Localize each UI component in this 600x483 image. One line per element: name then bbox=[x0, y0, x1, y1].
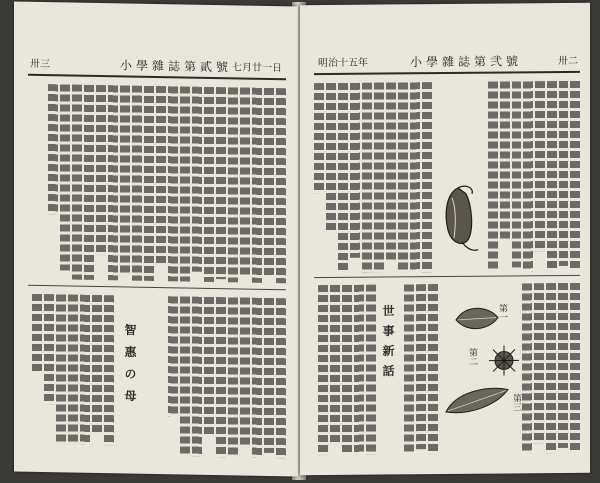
figure-label-2: 第二 bbox=[467, 347, 477, 366]
right-upper-text bbox=[488, 81, 580, 272]
left-lower-text bbox=[142, 296, 286, 459]
right-lower-text bbox=[514, 283, 580, 454]
left-running-header bbox=[28, 52, 286, 81]
right-lower-middle-text bbox=[398, 284, 438, 454]
pitcher-plant-illustration bbox=[432, 184, 486, 254]
right-running-header bbox=[314, 49, 580, 75]
right-divider bbox=[314, 275, 580, 278]
left-issue-date: 七月廿一日 bbox=[232, 62, 282, 75]
leaf-illustration-2 bbox=[442, 383, 512, 418]
left-section-heading: 智惠の母 bbox=[123, 323, 137, 412]
left-lower-left-text bbox=[30, 294, 114, 445]
left-page bbox=[14, 2, 298, 477]
left-divider bbox=[28, 285, 286, 291]
right-page bbox=[300, 3, 590, 476]
right-journal-title: 小學雜誌第弐號 bbox=[410, 54, 523, 70]
right-lower-left-text bbox=[314, 285, 376, 456]
right-upper-left-text bbox=[314, 82, 432, 273]
left-journal-title: 小學雜誌第貳號 bbox=[120, 58, 233, 75]
flower-illustration bbox=[486, 343, 522, 377]
figure-label-1: 第一 bbox=[497, 303, 507, 322]
right-page-number: 卅二 bbox=[558, 55, 578, 68]
right-issue-date: 明治十五年 bbox=[318, 57, 368, 70]
figure-label-3: 第三 bbox=[511, 393, 521, 412]
leaf-illustration-1 bbox=[452, 300, 502, 340]
left-upper-text bbox=[30, 84, 286, 283]
left-page-number: 卅三 bbox=[30, 58, 50, 71]
right-section-heading: 世事新話 bbox=[381, 304, 395, 385]
